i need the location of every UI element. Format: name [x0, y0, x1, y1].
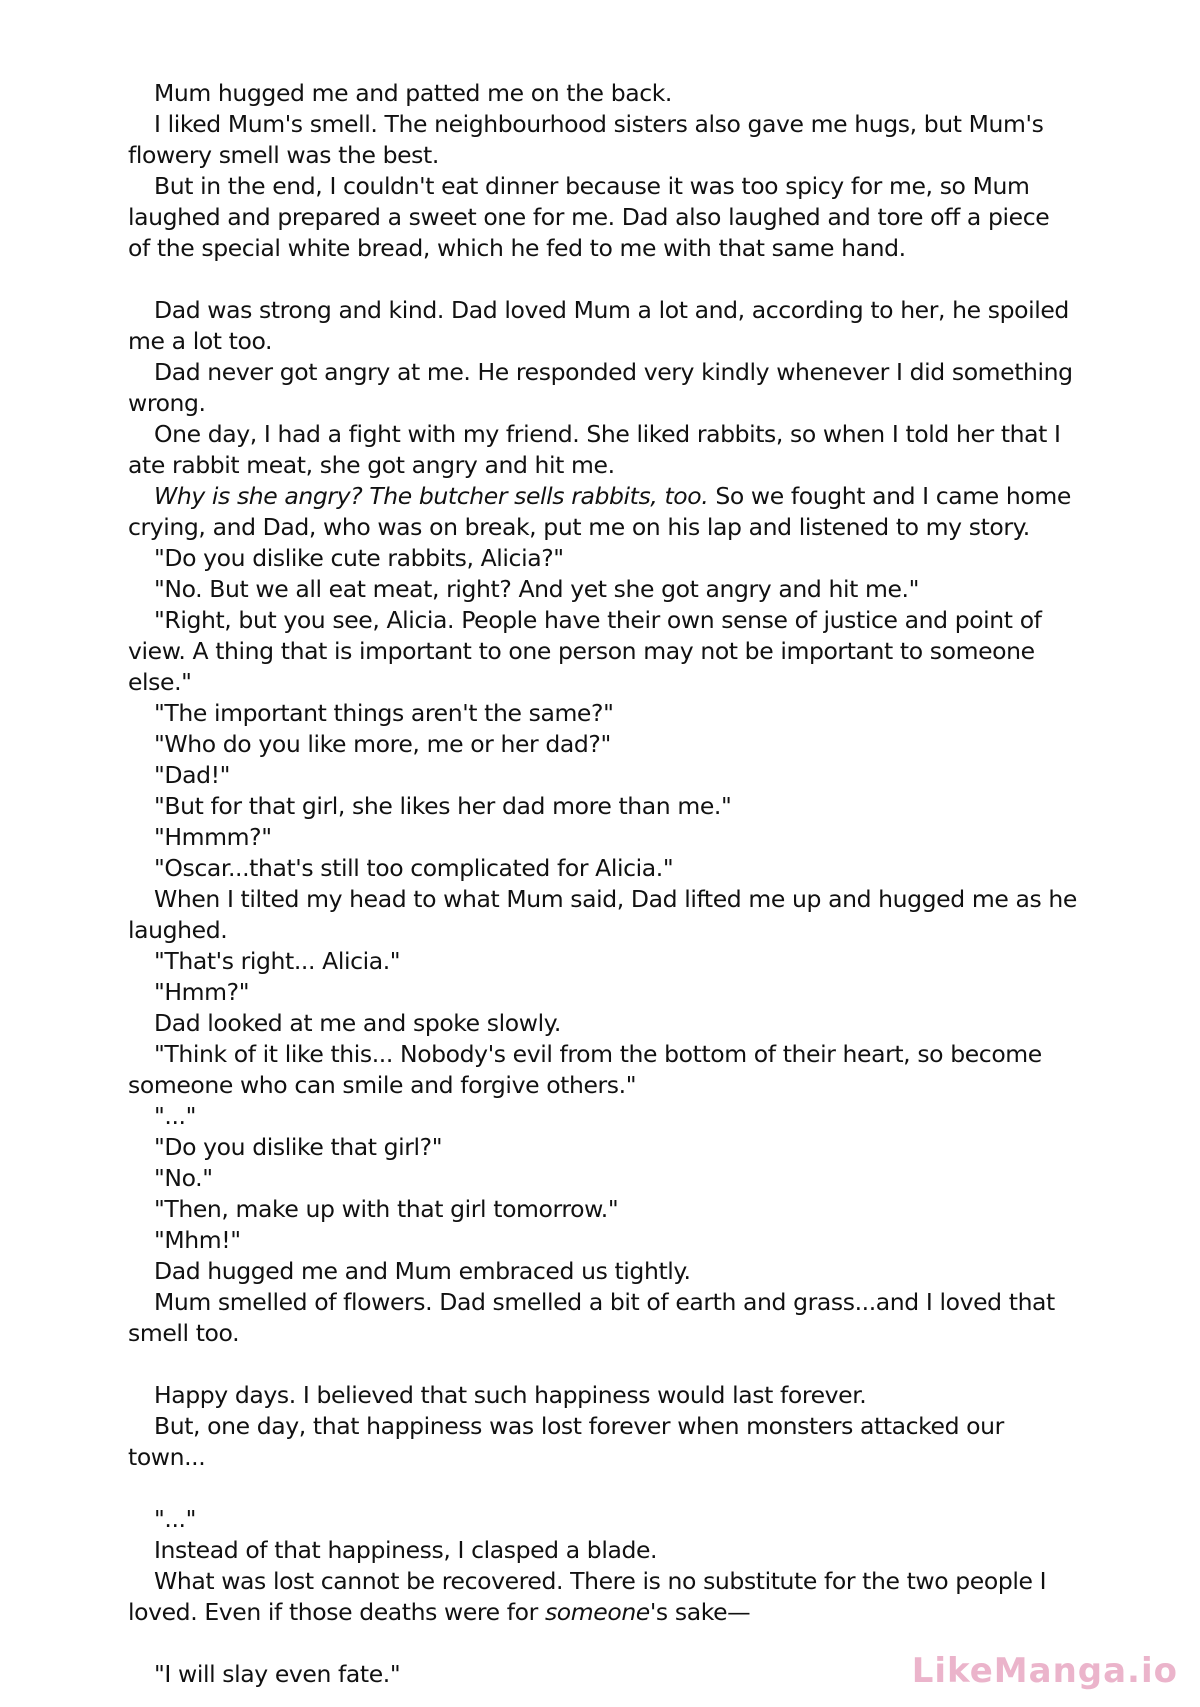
italic-word: someone — [544, 1598, 650, 1626]
section-gap — [128, 264, 1078, 295]
dialogue-line: "But for that girl, she likes her dad more than me." — [154, 792, 732, 820]
dialogue-line: "That's right... Alicia." — [154, 947, 401, 975]
dialogue-line: "..." — [154, 1505, 197, 1533]
section-gap — [128, 1349, 1078, 1380]
italic-thought: Why is she angry? The butcher sells rabbits, too. — [154, 482, 709, 510]
paragraph: When I tilted my head to what Mum said, Dad lifted me up and hugged me as he laughed. — [128, 885, 1077, 944]
dialogue-line: "Hmmm?" — [154, 823, 272, 851]
dialogue-line: "..." — [154, 1102, 197, 1130]
paragraph: Dad was strong and kind. Dad loved Mum a lot and, according to her, he spoiled me a lot too. — [128, 296, 1069, 355]
dialogue-line: "Hmm?" — [154, 978, 250, 1006]
dialogue-line: "Oscar...that's still too complicated for Alicia." — [154, 854, 674, 882]
dialogue-line: "The important things aren't the same?" — [154, 699, 614, 727]
paragraph-rest: 's sake— — [649, 1598, 751, 1626]
site-watermark: LikeManga.io — [911, 1651, 1178, 1691]
paragraph: But in the end, I couldn't eat dinner because it was too spicy for me, so Mum laughed and prepared a sweet one for me. Dad also laughed and tore off a piece of the special white bread, which he fed to me with that same hand. — [128, 172, 1050, 262]
dialogue-line: "Who do you like more, me or her dad?" — [154, 730, 611, 758]
paragraph — [128, 481, 1078, 543]
dialogue-line: "Then, make up with that girl tomorrow." — [154, 1195, 619, 1223]
paragraph: Dad never got angry at me. He responded very kindly whenever I did something wrong. — [128, 358, 1073, 417]
paragraph-rest: So we fought and I came home crying, and Dad, who was on break, put me on his lap and listened to my story. — [128, 482, 1071, 541]
paragraph: But, one day, that happiness was lost forever when monsters attacked our town... — [128, 1412, 1004, 1471]
dialogue-line: "Do you dislike cute rabbits, Alicia?" — [154, 544, 564, 572]
paragraph: Mum hugged me and patted me on the back. — [154, 79, 673, 107]
dialogue-line: "Do you dislike that girl?" — [154, 1133, 443, 1161]
page-text — [128, 78, 1078, 1690]
paragraph: Happy days. I believed that such happiness would last forever. — [154, 1381, 867, 1409]
dialogue-line: "No. But we all eat meat, right? And yet she got angry and hit me." — [154, 575, 919, 603]
dialogue-line: "I will slay even fate." — [154, 1660, 401, 1688]
paragraph: Mum smelled of flowers. Dad smelled a bit of earth and grass...and I loved that smell too. — [128, 1288, 1055, 1347]
paragraph: Dad looked at me and spoke slowly. — [154, 1009, 561, 1037]
section-gap — [128, 1473, 1078, 1504]
paragraph — [128, 1566, 1078, 1628]
dialogue-line: "Right, but you see, Alicia. People have their own sense of justice and point of view. A thing that is important to one person may not be important to someone else." — [128, 606, 1042, 696]
paragraph: One day, I had a fight with my friend. She liked rabbits, so when I told her that I ate rabbit meat, she got angry and hit me. — [128, 420, 1061, 479]
dialogue-line: "Mhm!" — [154, 1226, 241, 1254]
dialogue-line: "Dad!" — [154, 761, 231, 789]
paragraph: I liked Mum's smell. The neighbourhood sisters also gave me hugs, but Mum's flowery smell was the best. — [128, 110, 1044, 169]
dialogue-line: "Think of it like this... Nobody's evil from the bottom of their heart, so become someone who can smile and forgive others." — [128, 1040, 1042, 1099]
paragraph-start: What was lost cannot be recovered. There is no substitute for the two people I loved. Even if those deaths were for — [128, 1567, 1047, 1626]
paragraph: Instead of that happiness, I clasped a blade. — [154, 1536, 658, 1564]
paragraph: Dad hugged me and Mum embraced us tightly. — [154, 1257, 691, 1285]
dialogue-line: "No." — [154, 1164, 213, 1192]
